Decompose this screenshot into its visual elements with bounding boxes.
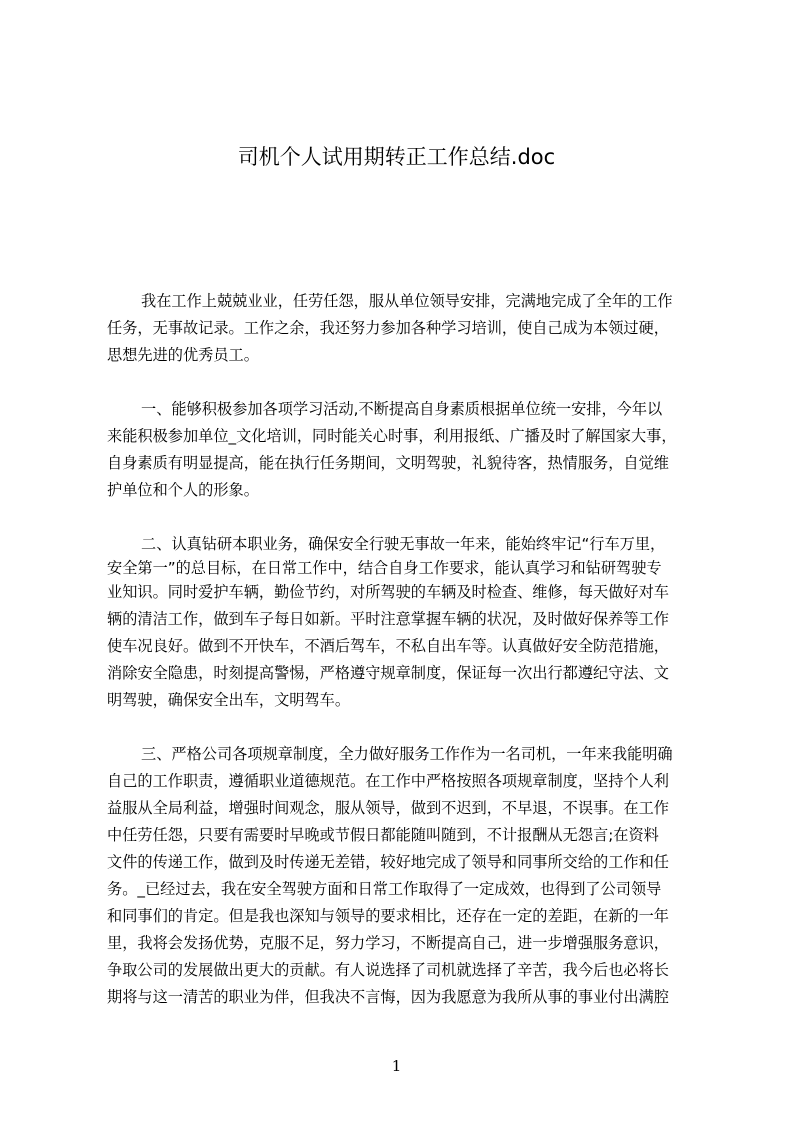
paragraph-4-line-10: 期将与这一清苦的职业为伴，但我决不言悔，因为我愿意为我所从事的事业付出满腔 xyxy=(107,988,669,1006)
paragraph-4-line-4: 中任劳任怨，只要有需要时早晚或节假日都能随叫随到，不计报酬从无怨言;在资料 xyxy=(107,826,659,844)
paragraph-3-line-1: 二、认真钻研本职业务，确保安全行驶无事故一年来，能始终牢记“行车万里， xyxy=(141,535,666,553)
paragraph-3-line-2: 安全第一”的总目标，在日常工作中，结合自身工作要求，能认真学习和钻研驾驶专 xyxy=(107,559,662,577)
paragraph-2-line-4: 护单位和个人的形象。 xyxy=(107,481,259,499)
paragraph-3-line-3: 业知识。同时爱护车辆，勤俭节约，对所驾驶的车辆及时检查、维修，每天做好对车 xyxy=(107,583,669,601)
paragraph-3-line-6: 消除安全隐患，时刻提高警惕，严格遵守规章制度，保证每一次出行都遵纪守法、文 xyxy=(107,664,669,682)
paragraph-1-line-1: 我在工作上兢兢业业，任劳任怨，服从单位领导安排，完满地完成了全年的工作 xyxy=(141,292,673,310)
paragraph-3-line-5: 使车况良好。做到不开快车，不酒后驾车，不私自出车等。认真做好安全防范措施， xyxy=(107,637,669,655)
paragraph-3-line-4: 辆的清洁工作，做到车子每日如新。平时注意掌握车辆的状况，及时做好保养等工作 xyxy=(107,610,669,628)
paragraph-4-line-1: 三、严格公司各项规章制度，全力做好服务工作作为一名司机，一年来我能明确 xyxy=(141,745,673,763)
document-title: 司机个人试用期转正工作总结.doc xyxy=(237,145,556,169)
paragraph-4-line-8: 里，我将会发扬优势，克服不足，努力学习，不断提高自己，进一步增强服务意识， xyxy=(107,934,669,952)
paragraph-1-line-2: 任务，无事故记录。工作之余，我还努力参加各种学习培训，使自己成为本领过硬， xyxy=(107,319,669,337)
paragraph-4-line-2: 自己的工作职责，遵循职业道德规范。在工作中严格按照各项规章制度，坚持个人利 xyxy=(107,772,669,790)
paragraph-4-line-3: 益服从全局利益，增强时间观念，服从领导，做到不迟到，不早退，不误事。在工作 xyxy=(107,799,669,817)
paragraph-3-line-7: 明驾驶，确保安全出车，文明驾车。 xyxy=(107,691,350,709)
paragraph-2-line-1: 一、能够积极参加各项学习活动,不断提高自身素质根据单位统一安排，今年以 xyxy=(141,400,663,418)
paragraph-1-line-3: 思想先进的优秀员工。 xyxy=(107,346,259,364)
paragraph-4-line-7: 和同事们的肯定。但是我也深知与领导的要求相比，还存在一定的差距，在新的一年 xyxy=(107,907,669,925)
paragraph-4-line-9: 争取公司的发展做出更大的贡献。有人说选择了司机就选择了辛苦，我今后也必将长 xyxy=(107,961,669,979)
page-number: 1 xyxy=(391,1057,402,1075)
paragraph-2-line-2: 来能积极参加单位_文化培训，同时能关心时事，利用报纸、广播及时了解国家大事， xyxy=(107,427,677,445)
paragraph-2-line-3: 自身素质有明显提高，能在执行任务期间，文明驾驶，礼貌待客，热情服务，自觉维 xyxy=(107,454,669,472)
paragraph-4-line-6: 务。_已经过去，我在安全驾驶方面和日常工作取得了一定成效，也得到了公司领导 xyxy=(107,880,662,898)
paragraph-4-line-5: 文件的传递工作，做到及时传递无差错，较好地完成了领导和同事所交给的工作和任 xyxy=(107,853,669,871)
